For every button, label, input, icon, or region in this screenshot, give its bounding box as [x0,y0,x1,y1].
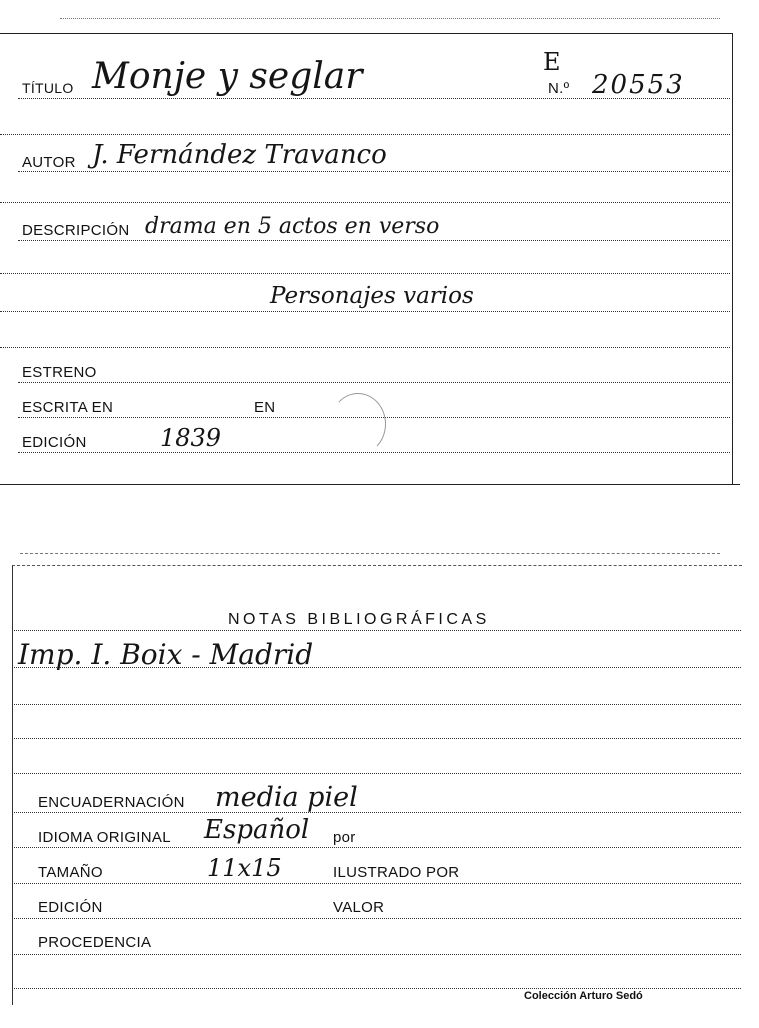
scan-noise [60,18,720,19]
rule-edicion [18,452,730,453]
personajes-value: Personajes varios [270,283,474,309]
titulo-value: Monje y seglar [92,56,363,97]
rule-descripcion [18,240,730,241]
idioma-value: Español [204,815,310,845]
rule-autor [18,171,730,172]
encuadernacion-value: media piel [215,782,358,813]
escrita-label: ESCRITA EN [22,399,114,416]
notas-heading: NOTAS BIBLIOGRÁFICAS [228,611,490,628]
rule-encuadernacion [14,812,741,813]
edicion-label-top: EDICIÓN [22,434,87,451]
rule-idioma [14,847,741,848]
rule-4 [0,202,730,203]
ilustrado-label: ILUSTRADO POR [333,864,460,881]
rule-b5 [14,773,741,774]
rule-b-last [14,988,741,989]
descripcion-label: DESCRIPCIÓN [22,222,130,239]
rule-7 [0,311,730,312]
edicion-label-bottom: EDICIÓN [38,899,103,916]
mark-e: E [543,48,561,76]
numero-value: 20553 [592,70,685,100]
rule-b1 [14,630,741,631]
rule-bottom-top-card [0,484,740,485]
notes-value: Imp. I. Boix - Madrid [18,638,314,671]
rule-tamano [14,883,741,884]
por-label: por [333,829,356,846]
autor-label: AUTOR [22,154,76,171]
rule-edicion-b [14,918,741,919]
autor-value: J. Fernández Travanco [92,140,387,170]
numero-label: N.º [548,80,570,97]
rule-b3 [14,704,741,705]
en-label: EN [254,399,276,416]
tamano-label: TAMAÑO [38,864,103,881]
collection-caption: Colección Arturo Sedó [524,990,643,1002]
stamp-mark [330,393,386,455]
edicion-value-top: 1839 [160,424,222,452]
rule-estreno [18,382,730,383]
rule-8 [0,347,730,348]
estreno-label: ESTRENO [22,364,97,381]
rule-6 [0,273,730,274]
rule-procedencia [14,954,741,955]
procedencia-label: PROCEDENCIA [38,934,152,951]
encuadernacion-label: ENCUADERNACIÓN [38,794,185,811]
titulo-label: TÍTULO [22,80,74,96]
descripcion-value: drama en 5 actos en verso [145,214,440,239]
rule-2 [0,134,730,135]
rule-b4 [14,738,741,739]
scan-noise-2 [20,553,720,554]
tamano-value: 11x15 [207,854,282,882]
idioma-label: IDIOMA ORIGINAL [38,829,171,846]
valor-label: VALOR [333,899,385,916]
